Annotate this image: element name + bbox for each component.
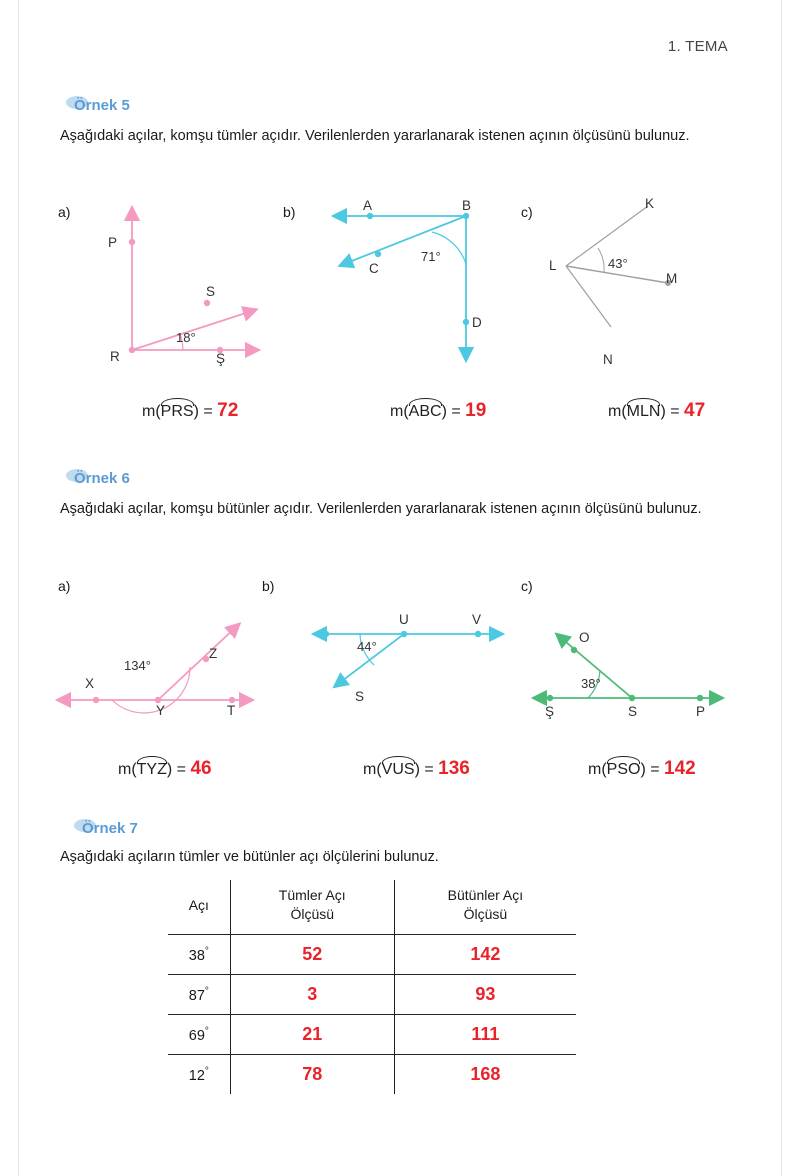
ornek6-c-m-open: m(: [588, 761, 607, 778]
ornek5-c-angle-value: 43°: [608, 256, 628, 271]
ornek5-b-eq: ) =: [441, 403, 461, 420]
table-cell-complement: 52: [230, 935, 394, 975]
table-header-supplement-line1: Bütünler Açı: [447, 887, 524, 903]
table-header-supplement: [394, 880, 576, 935]
table-cell-angle: [168, 935, 230, 975]
table-cell-complement: 21: [230, 1015, 394, 1055]
ornek6-part-c-label: c): [521, 578, 533, 594]
degree-symbol: °: [204, 985, 209, 997]
ornek5-b-m-open: m(: [390, 403, 409, 420]
ornek5-c-point-L: L: [549, 258, 557, 273]
ornek5-a-angle-value: 18°: [176, 330, 196, 345]
ornek5-b-point-C: C: [369, 261, 379, 276]
table-cell-supplement: 111: [394, 1015, 576, 1055]
ornek6-a-point-X: X: [85, 676, 95, 691]
page-header-tema: 1. TEMA: [667, 38, 728, 55]
ornek6-a-point-Y: Y: [156, 703, 166, 718]
ornek5-c-point-M: M: [666, 271, 678, 286]
ornek6-a-eq: ) =: [166, 761, 186, 778]
ornek5-b-answer-value: 19: [465, 400, 487, 421]
ornek6-b-point-V: V: [472, 612, 482, 627]
ornek5-b-point-A: A: [363, 198, 373, 213]
ornek6-part-a-label: a): [58, 578, 71, 594]
table-cell-supplement: 168: [394, 1055, 576, 1095]
table-cell-angle: [168, 975, 230, 1015]
ornek5-c-answer-value: 47: [684, 400, 706, 421]
table-cell-complement: 3: [230, 975, 394, 1015]
ornek5-b-angle-name: ABC: [408, 403, 442, 420]
degree-symbol: °: [204, 945, 209, 957]
ornek6-a-answer-value: 46: [190, 758, 212, 779]
ornek5-a-point-S2: Ş: [216, 351, 226, 366]
ornek6-b-answer: [363, 758, 470, 780]
ornek5-part-a-label: a): [58, 204, 71, 220]
table-row: [168, 935, 576, 975]
ornek6-a-angle-name: TYZ: [136, 761, 167, 778]
ornek6-c-angle-value: 38°: [581, 676, 601, 691]
angle-value-2: 87: [188, 987, 205, 1004]
angle-value-3: 69: [188, 1027, 205, 1044]
ornek6-c-eq: ) =: [640, 761, 660, 778]
ornek5-a-eq: ) =: [193, 403, 213, 420]
ornek6-c-point-S: S: [628, 704, 638, 719]
ornek5-c-point-K: K: [645, 196, 655, 211]
ornek5-c-eq: ) =: [660, 403, 680, 420]
ornek6-a-point-Z: Z: [209, 646, 218, 661]
ornek5-b-point-D: D: [472, 315, 482, 330]
ornek5-a-point-S: S: [206, 284, 216, 299]
table-cell-angle: [168, 1015, 230, 1055]
ornek5-a-answer-value: 72: [217, 400, 239, 421]
table-row: [168, 1015, 576, 1055]
ornek6-a-point-T: T: [227, 703, 236, 718]
table-row: [168, 1055, 576, 1095]
table-cell-supplement: 93: [394, 975, 576, 1015]
ornek6-b-answer-value: 136: [438, 758, 470, 779]
table-header-complement-line2: Ölçüsü: [290, 906, 335, 922]
ornek6-c-point-P: P: [696, 704, 706, 719]
ornek6-c-point-O: O: [579, 630, 590, 645]
ornek5-part-b-label: b): [283, 204, 296, 220]
table-header-complement: [230, 880, 394, 935]
table-cell-complement: 78: [230, 1055, 394, 1095]
ornek6-c-answer: [588, 758, 696, 780]
ornek6-title: Örnek 6: [74, 470, 130, 487]
ornek7-instruction: Aşağıdaki açıların tümler ve bütünler açı ölçülerini bulunuz.: [60, 849, 439, 865]
ornek6-a-answer: [118, 758, 212, 780]
ornek5-a-point-R: R: [110, 349, 120, 364]
ornek6-part-b-label: b): [262, 578, 275, 594]
ornek5-c-angle-name: MLN: [626, 403, 661, 420]
angle-value-4: 12: [188, 1067, 205, 1084]
degree-symbol: °: [204, 1065, 209, 1077]
angles-table: [168, 880, 576, 1094]
ornek5-a-point-P: P: [108, 235, 118, 250]
ornek6-a-m-open: m(: [118, 761, 137, 778]
ornek6-a-angle-value: 134°: [124, 658, 151, 673]
ornek7-title: Örnek 7: [82, 820, 138, 837]
ornek6-instruction: Aşağıdaki açılar, komşu bütünler açıdır. Verilenlerden yararlanarak istenen açının ölçüsünü bulunuz.: [60, 501, 702, 517]
table-cell-supplement: 142: [394, 935, 576, 975]
table-header-angle: [168, 880, 230, 935]
ornek5-b-angle-value: 71°: [421, 249, 441, 264]
ornek6-b-angle-value: 44°: [357, 639, 377, 654]
ornek6-b-eq: ) =: [414, 761, 434, 778]
ornek5-c-point-N: N: [603, 352, 613, 367]
table-cell-angle: [168, 1055, 230, 1095]
ornek5-a-angle-name: PRS: [160, 403, 194, 420]
ornek6-b-point-S: S: [355, 689, 365, 704]
ornek5-b-point-B: B: [462, 198, 472, 213]
ornek5-part-c-label: c): [521, 204, 533, 220]
ornek6-c-angle-name: PSO: [606, 761, 641, 778]
table-header-supplement-line2: Ölçüsü: [463, 906, 508, 922]
ornek6-b-point-U: U: [399, 612, 409, 627]
ornek6-c-answer-value: 142: [664, 758, 696, 779]
table-row: [168, 975, 576, 1015]
ornek5-instruction: Aşağıdaki açılar, komşu tümler açıdır. Verilenlerden yararlanarak istenen açının ölçüsünü bulunuz.: [60, 128, 690, 144]
ornek6-b-angle-name: VUS: [381, 761, 415, 778]
degree-symbol: °: [204, 1025, 209, 1037]
table-header-complement-line1: Tümler Açı: [278, 887, 346, 903]
ornek5-a-m-open: m(: [142, 403, 161, 420]
angle-value-1: 38: [188, 947, 205, 964]
ornek6-c-point-S2: Ş: [545, 704, 555, 719]
ornek5-c-m-open: m(: [608, 403, 627, 420]
table-header-angle-line1: Açı: [188, 896, 209, 913]
table-header-row: [168, 880, 576, 935]
ornek5-title: Örnek 5: [74, 97, 130, 114]
ornek6-b-m-open: m(: [363, 761, 382, 778]
